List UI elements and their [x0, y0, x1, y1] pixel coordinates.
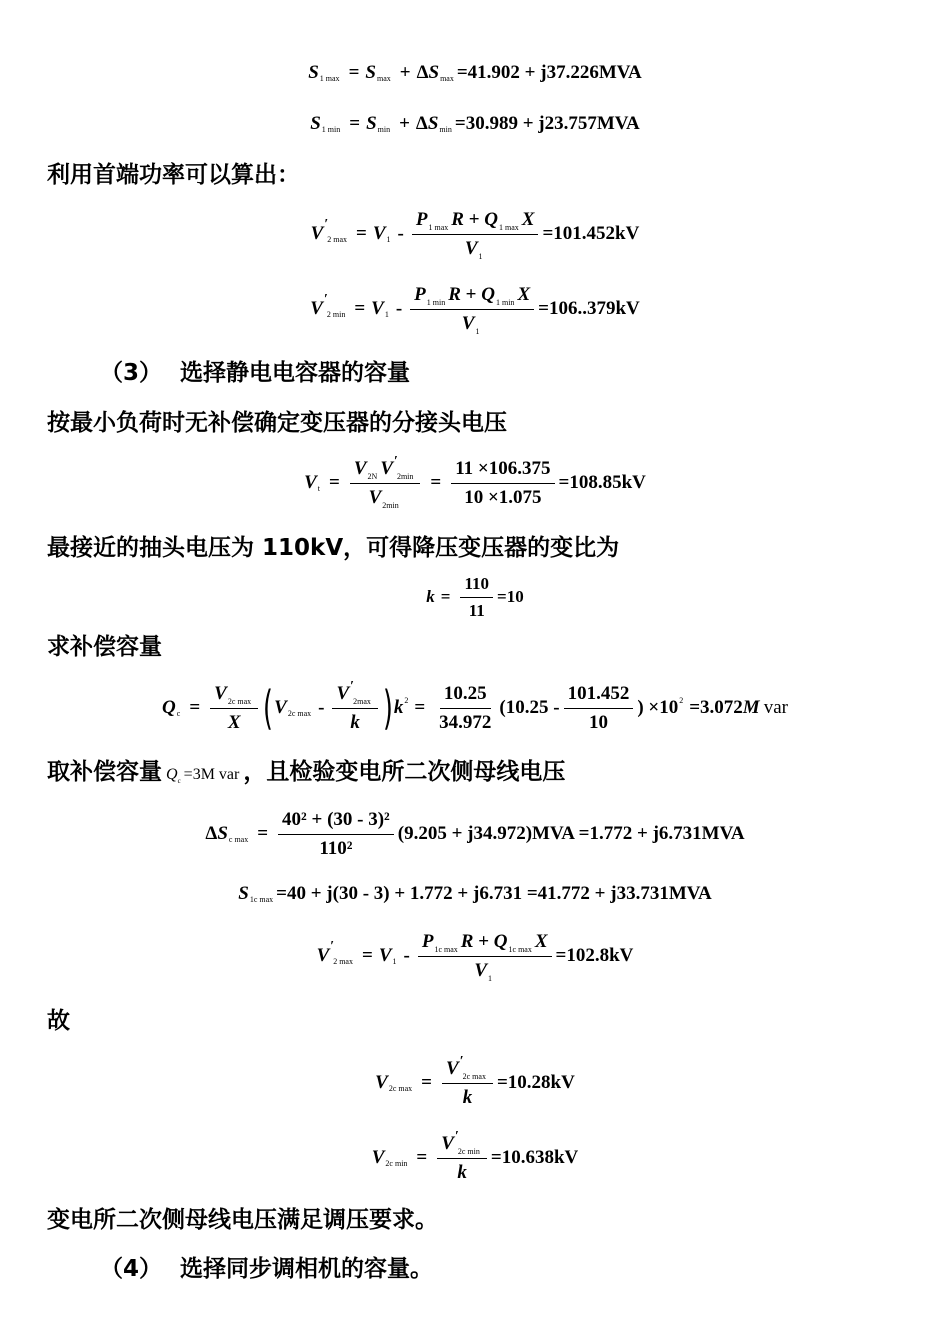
section-title: 选择同步调相机的容量。: [180, 1256, 433, 1282]
equation-v2min: V ′ 2 min = V 1 - $\frac{P_{1 min} R + Q_{1 min} X}{V_1}$ =106..379kV: [310, 283, 640, 336]
equation-v2cmin: V 2c min = $\frac{V'_{2c min}}{k}$ =10.638kV: [371, 1128, 579, 1183]
equation-s1cmax-result: =40 + j(30 - 3) + 1.772 + j6.731 =41.772 + j33.731MVA: [276, 883, 712, 904]
equation-vt-numerator: 11 ×106.375: [451, 458, 554, 484]
equation-qc-c2: 34.972: [439, 711, 492, 733]
equation-vt-denominator: 10 ×1.075: [464, 486, 542, 508]
equation-v2max-result: =101.452kV: [542, 223, 640, 244]
equation-s1cmax: S 1c max =40 + j(30 - 3) + 1.772 + j6.731 =41.772 + j33.731MVA: [238, 883, 712, 904]
equation-qc-d2: 10: [588, 711, 608, 733]
equation-delta-denominator: 110²: [319, 837, 353, 859]
paragraph-take-compensation: [47, 757, 565, 792]
equation-v2cmax-result: =10.28kV: [496, 1072, 575, 1093]
equation-vt: V t = $\frac{V_{2N} V'_{2min}}{V_{2min}}$ = $\frac{11 \times 106.375}{10 \times 1.075}$ =108.85kV: [304, 453, 646, 510]
section-number: （4）: [100, 1256, 163, 1282]
equation-qc: Q c = $\frac{V_{2c max}}{X}$ ( V 2c max - $\frac{V'_{2max}}{k}$ ) k 2 = $\frac{10.25}{34.972}$ (10.25 - $\frac{101.452}{10}$ ) ×10 2 =3.072 M var: [162, 678, 788, 735]
equation-v2max-check-result: =102.8kV: [555, 945, 634, 966]
section-title: 选择静电电容器的容量: [180, 360, 410, 386]
equation-qc-v1: (10.25 -: [499, 697, 560, 718]
section-heading-3: [100, 358, 410, 388]
section-number: （3）: [100, 360, 163, 386]
equation-vt-result: =108.85kV: [558, 472, 646, 493]
equation-v2max: V ′ 2 max = V 1 - $\frac{P_{1 max} R + Q_{1 max} X}{V_1}$ =101.452kV: [310, 208, 640, 261]
equation-s1min: S 1 min = S min + Δ S min =30.989 + j23.757MVA: [310, 113, 640, 134]
equation-k-numerator: 110: [460, 574, 493, 598]
equation-k-denominator: 11: [468, 600, 485, 620]
equation-v2min-result: =106..379kV: [538, 298, 640, 319]
equation-ratio-k: k = $\frac{110}{11}$ =10: [426, 573, 524, 620]
paragraph-conclusion: 变电所二次侧母线电压满足调压要求。: [47, 1207, 438, 1233]
inline-equation-qc: $Q_c =3M$ var: [166, 766, 240, 785]
equation-k-result: =10: [497, 587, 524, 606]
paragraph-nearest-tap: 最接近的抽头电压为 110kV，可得降压变压器的变比为: [47, 535, 620, 561]
section-heading-4: [100, 1254, 433, 1284]
paragraph-take-compensation-b: ，且检验变电所二次侧母线电压: [243, 759, 566, 785]
equation-s1max-result: =41.902 + j37.226MVA: [456, 62, 642, 83]
equation-delta-scmax: Δ S c max = $\frac{\text{40² + (30 - 3)²}}{\text{110²}}$ (9.205 + j34.972)MVA =1.772 + j6.731MVA: [205, 808, 745, 859]
equation-s1max: S 1 max = S max + Δ S max =41.902 + j37.226MVA: [308, 62, 642, 83]
inline-equation-qc-value: =3M var: [183, 766, 240, 783]
paragraph-take-compensation-a: 取补偿容量: [47, 759, 162, 785]
paragraph-therefore: 故: [47, 1008, 70, 1034]
equation-qc-result: =3.072: [689, 697, 743, 718]
equation-delta-result: (9.205 + j34.972)MVA =1.772 + j6.731MVA: [397, 823, 745, 844]
equation-v2cmin-result: =10.638kV: [490, 1147, 579, 1168]
equation-delta-numerator: 40² + (30 - 3)²: [278, 809, 394, 835]
paragraph-tap-voltage: 按最小负荷时无补偿确定变压器的分接头电压: [47, 410, 507, 436]
equation-s1min-result: =30.989 + j23.757MVA: [454, 113, 640, 134]
paragraph-first-end-power: 利用首端功率可以算出：: [47, 162, 300, 188]
equation-qc-c1: 10.25: [440, 683, 491, 709]
equation-v2max-check: V ′ 2 max = V 1 - $\frac{P_{1c max} R + Q_{1c max} X}{V_1}$ =102.8kV: [316, 930, 634, 983]
equation-v2cmax: V 2c max = $\frac{V'_{2c max}}{k}$ =10.28kV: [375, 1053, 575, 1108]
equation-qc-n2: 101.452: [564, 683, 634, 709]
paragraph-compensation: 求补偿容量: [47, 634, 162, 660]
equation-qc-tail: ) ×10: [637, 697, 679, 718]
